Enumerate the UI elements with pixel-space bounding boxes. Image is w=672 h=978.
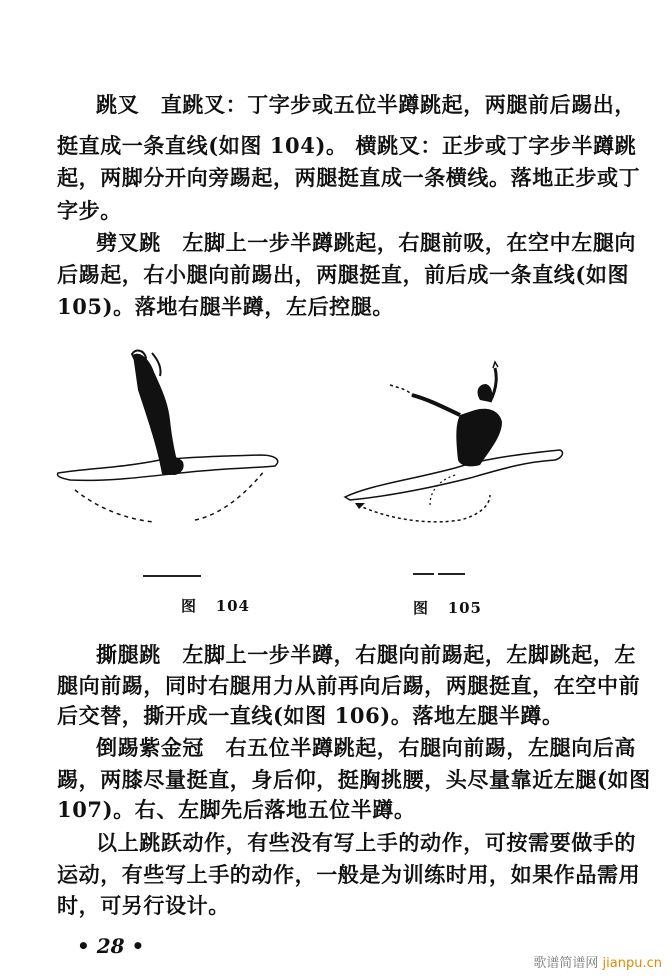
watermark <box>533 952 662 971</box>
term-heading: 劈叉跳 <box>96 230 161 255</box>
figure-104-scale-rule <box>143 575 201 577</box>
paragraph-line: 腿向前踢，同时右腿用力从前再向后踢，两腿挺直，在空中前 <box>57 673 641 698</box>
page-number: • 28 • <box>77 934 145 958</box>
paragraph-line <box>96 92 637 117</box>
paragraph-line: 字步。 <box>57 198 122 223</box>
paragraph-line <box>96 735 637 760</box>
paragraph-line <box>96 642 637 667</box>
figure-104-caption: 图 104 <box>181 597 250 615</box>
figure-105-illustration <box>330 340 610 560</box>
paragraph-text: 左脚上一步半蹲跳起，右腿前吸，在空中左腿向 <box>182 230 637 255</box>
figure-105-caption: 图 105 <box>413 599 482 617</box>
paragraph-line: 后踢起，右小腿向前踢出，两腿挺直，前后成一条直线(如图 <box>57 262 630 287</box>
term-heading: 跳叉 <box>96 92 140 117</box>
paragraph-line: 时，可另行设计。 <box>57 893 230 918</box>
paragraph-line: 107)。右、左脚先后落地五位半蹲。 <box>57 797 416 822</box>
paragraph-line: 踢，两膝尽量挺直，身后仰，挺胸挑腰，头尽量靠近左腿(如图 <box>57 767 651 792</box>
paragraph-line: 起，两脚分开向旁踢起，两腿挺直成一条横线。落地正步或丁 <box>57 165 641 190</box>
paragraph-line: 后交替，撕开成一直线(如图 106)。落地左腿半蹲。 <box>57 703 564 728</box>
paragraph-text: 直跳叉：丁字步或五位半蹲跳起，两腿前后踢出， <box>160 92 637 117</box>
watermark-cn: 歌谱简谱网 <box>533 956 599 971</box>
term-heading: 撕腿跳 <box>96 642 161 667</box>
paragraph-text: 右五位半蹲跳起，右腿向前踢，左腿向后高 <box>225 735 637 760</box>
paragraph-line <box>96 230 637 255</box>
paragraph-text: 左脚上一步半蹲，右腿向前踢起，左脚跳起，左 <box>182 642 637 667</box>
paragraph-line: 运动，有些写上手的动作，一般是为训练时用，如果作品需用 <box>57 862 641 887</box>
figure-105-scale-rule <box>413 573 465 575</box>
term-heading: 倒踢紫金冠 <box>96 735 204 760</box>
paragraph-line: 105)。落地右腿半蹲，左后控腿。 <box>57 294 394 319</box>
figure-104-illustration <box>50 340 330 560</box>
watermark-en: jianpu.cn <box>602 956 662 971</box>
paragraph-line: 挺直成一条直线(如图 104)。 横跳叉：正步或丁字步半蹲跳 <box>57 133 637 158</box>
paragraph-line: 以上跳跃动作，有些没有写上手的动作，可按需要做手的 <box>96 830 636 855</box>
